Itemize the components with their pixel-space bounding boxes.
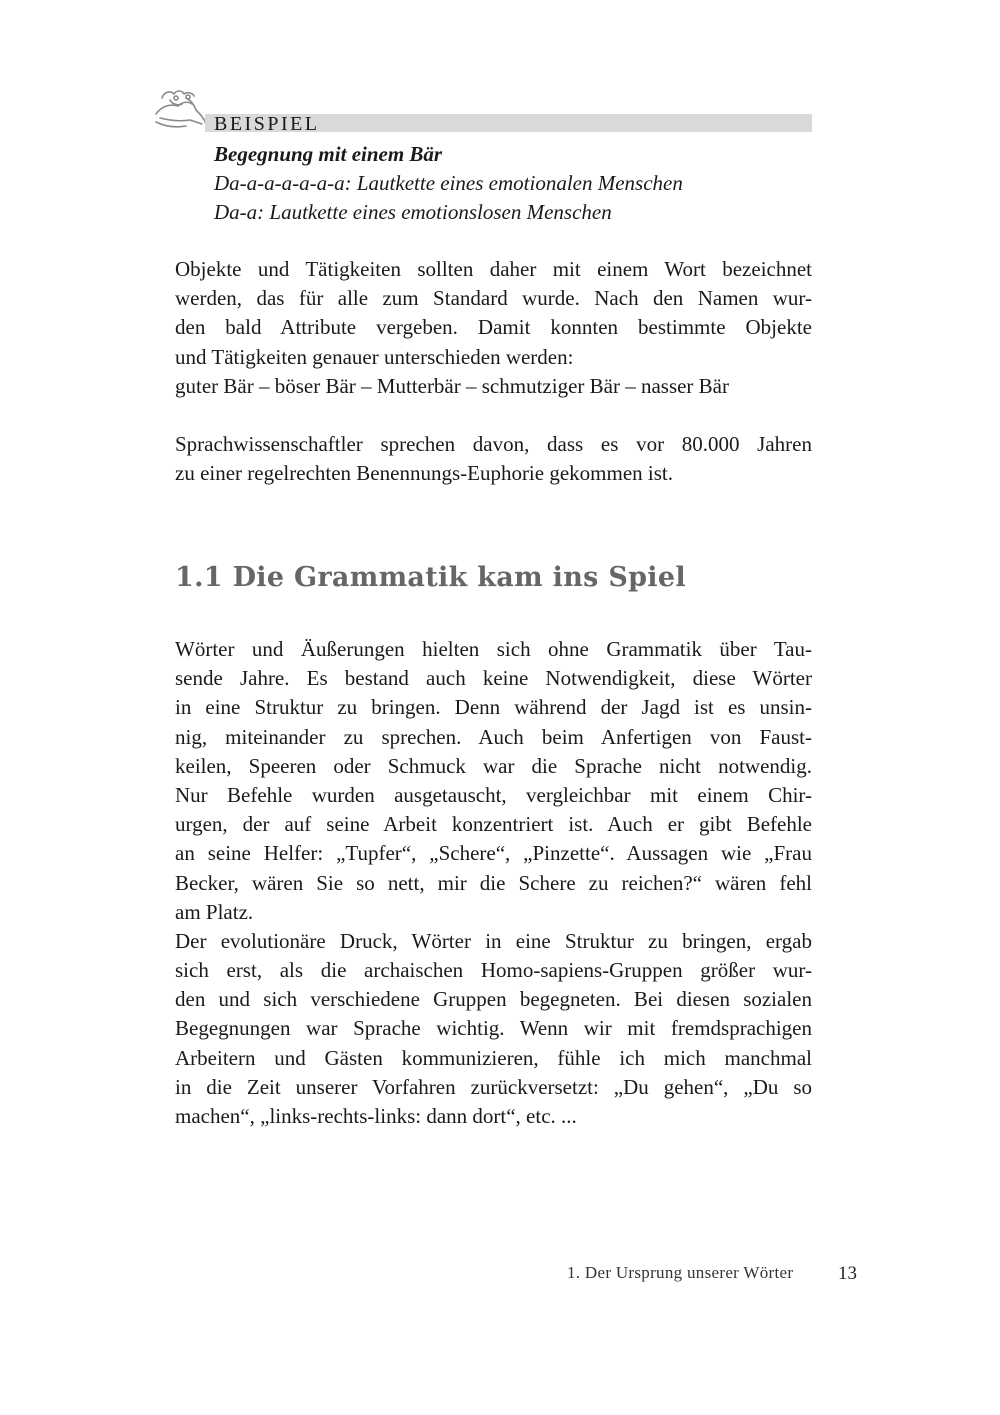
paragraph [175, 430, 812, 488]
text-line: machen“, „links-rechts-links: dann dort“, etc. ... [175, 1104, 577, 1129]
text-line: in eine Struktur zu bringen. Denn während der Jagd ist es unsin- [175, 695, 812, 720]
text-line: sich erst, als die archaischen Homo-sapiens-Gruppen größer wur- [175, 958, 812, 983]
text-line: an seine Helfer: „Tupfer“, „Schere“, „Pinzette“. Aussagen wie „Frau [175, 841, 812, 866]
paragraph [175, 255, 812, 401]
text-line: Nur Befehle wurden ausgetauscht, vergleichbar mit einem Chir- [175, 782, 812, 807]
text-line: zu einer regelrechten Benennungs-Euphorie gekommen ist. [175, 461, 673, 486]
text-line: urgen, der auf seine Arbeit konzentriert ist. Auch er gibt Befehle [175, 812, 812, 837]
example-line: Da-a: Lautkette eines emotionslosen Menschen [214, 200, 612, 224]
example-label: BEISPIEL [214, 113, 320, 135]
text-line: am Platz. [175, 899, 254, 924]
example-line: Da-a-a-a-a-a-a: Lautkette eines emotionalen Menschen [214, 171, 683, 195]
text-line: Begegnungen war Sprache wichtig. Wenn wir mit fremdsprachigen [175, 1016, 812, 1041]
text-line: den bald Attribute vergeben. Damit konnten bestimmte Objekte [175, 315, 812, 340]
text-line: Sprachwissenschaftler sprechen davon, dass es vor 80.000 Jahren [175, 432, 812, 456]
section-heading: 1.1 Die Grammatik kam ins Spiel [175, 562, 686, 593]
example-body [214, 140, 812, 227]
text-line: Becker, wären Sie so nett, mir die Schere zu reichen?“ wären fehl [175, 870, 812, 895]
text-line: keilen, Speeren oder Schmuck war die Sprache nicht notwendig. [175, 753, 812, 778]
text-line: Der evolutionäre Druck, Wörter in eine Struktur zu bringen, ergab [175, 928, 812, 953]
page-number: 13 [838, 1263, 857, 1284]
text-line: Objekte und Tätigkeiten sollten daher mit einem Wort bezeichnet [175, 257, 812, 281]
text-line: in die Zeit unserer Vorfahren zurückversetzt: „Du gehen“, „Du so [175, 1074, 812, 1099]
running-footer: 1. Der Ursprung unserer Wörter [567, 1263, 794, 1282]
text-line: guter Bär – böser Bär – Mutterbär – schmutziger Bär – nasser Bär [175, 373, 729, 398]
text-line: Arbeitern und Gästen kommunizieren, fühle ich mich manchmal [175, 1045, 812, 1070]
example-title: Begegnung mit einem Bär [214, 142, 443, 166]
text-line: den und sich verschiedene Gruppen begegneten. Bei diesen sozialen [175, 987, 812, 1012]
text-line: Wörter und Äußerungen hielten sich ohne Grammatik über Tau- [175, 637, 812, 661]
paragraph [175, 635, 812, 1131]
text-line: nig, miteinander zu sprechen. Auch beim Anfertigen von Faust- [175, 724, 812, 749]
text-line: werden, das für alle zum Standard wurde. Nach den Namen wur- [175, 286, 812, 311]
text-line: sende Jahre. Es bestand auch keine Notwendigkeit, diese Wörter [175, 666, 812, 691]
text-line: und Tätigkeiten genauer unterschieden werden: [175, 344, 574, 369]
